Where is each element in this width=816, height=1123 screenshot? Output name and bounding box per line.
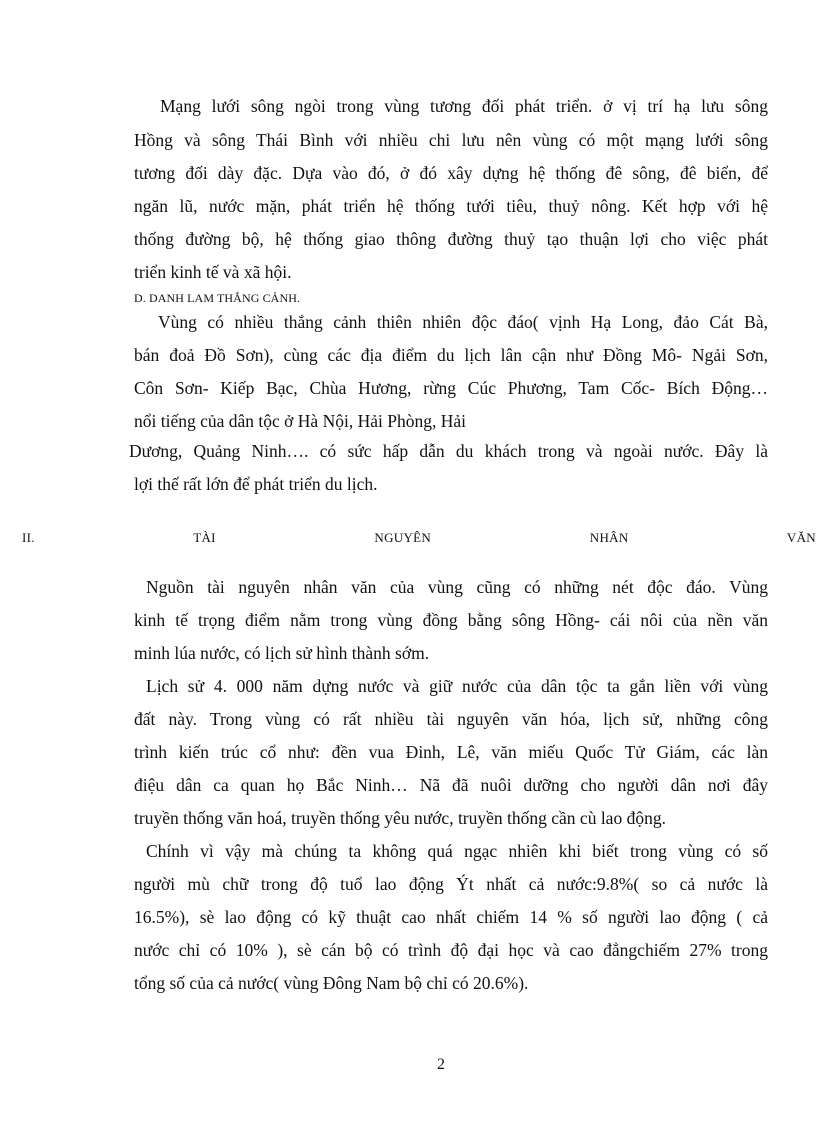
text-line: thống đường bộ, hệ thống giao thông đường thuỷ tạo thuận lợi cho việc phát [134,229,768,249]
section-heading-d: D. DANH LAM THẮNG CẢNH. [134,291,301,305]
text-line: triển kinh tế và xã hội. [134,262,292,282]
text-line: 16.5%), sè lao động có kỹ thuật cao nhất chiếm 14 % số người lao động ( cả [134,907,768,927]
text-line: Mạng lưới sông ngòi trong vùng tương đối phát triển. ở vị trí hạ lưu sông [160,96,768,116]
text-line: kinh tế trọng điểm nằm trong vùng đồng bằng sông Hồng- cái nôi của nền văn [134,610,768,630]
text-line: Lịch sử 4. 000 năm dựng nước và giữ nước của dân tộc ta gắn liền với vùng [146,676,768,696]
text-line: nổi tiếng của dân tộc ở Hà Nội, Hải Phòng, Hải [134,411,466,431]
text-line: Dương, Quảng Ninh…. có sức hấp dẫn du khách trong và ngoài nước. Đây là [129,441,768,461]
page-number: 2 [437,1056,445,1073]
text-line: tương đối dày đặc. Dựa vào đó, ở đó xây dựng hệ thống đê sông, đê biển, để [134,163,768,183]
text-line: tổng số của cả nước( vùng Đông Nam bộ chỉ có 20.6%). [134,973,529,993]
text-line: trình kiến trúc cổ như: đền vua Đinh, Lê, văn miếu Quốc Tử Giám, các làn [134,742,768,762]
text-line: lợi thế rất lớn để phát triển du lịch. [134,474,378,494]
text-line: Vùng có nhiều thắng cảnh thiên nhiên độc đáo( vịnh Hạ Long, đảo Cát Bà, [158,312,768,332]
text-line: minh lúa nước, có lịch sử hình thành sớm. [134,643,430,663]
text-line: Côn Sơn- Kiếp Bạc, Chùa Hương, rừng Cúc Phương, Tam Cốc- Bích Động… [134,378,768,398]
text-line: điệu dân ca quan họ Bắc Ninh… Nã đã nuôi dưỡng cho người dân nơi đây [134,775,768,795]
text-line: Nguồn tài nguyên nhân văn của vùng cũng có những nét độc đáo. Vùng [146,577,768,597]
text-line: đất này. Trong vùng có rất nhiều tài nguyên văn hóa, lịch sử, những công [134,709,768,729]
text-line: người mù chữ trong độ tuổ lao động Ýt nhất cả nước:9.8%( so cả nước là [134,874,768,894]
text-line: nước chỉ có 10% ), sè cán bộ có trình độ đại học và cao đẳngchiếm 27% trong [134,940,768,960]
text-line: bán đoả Đồ Sơn), cùng các địa điểm du lịch lân cận như Đồng Mô- Ngải Sơn, [134,345,768,365]
text-line: Hồng và sông Thái Bình với nhiều chi lưu nên vùng có một mạng lưới sông [134,130,768,150]
text-line: truyền thống văn hoá, truyền thống yêu nước, truyền thống cần cù lao động. [134,808,666,828]
text-line: ngăn lũ, nước mặn, phát triển hệ thống tưới tiêu, thuỷ nông. Kết hợp với hệ [134,196,768,216]
text-line: Chính vì vậy mà chúng ta không quá ngạc nhiên khi biết trong vùng có số [146,841,768,861]
section-heading-ii: II. TÀI NGUYÊN NHÂN VĂN [22,530,816,545]
